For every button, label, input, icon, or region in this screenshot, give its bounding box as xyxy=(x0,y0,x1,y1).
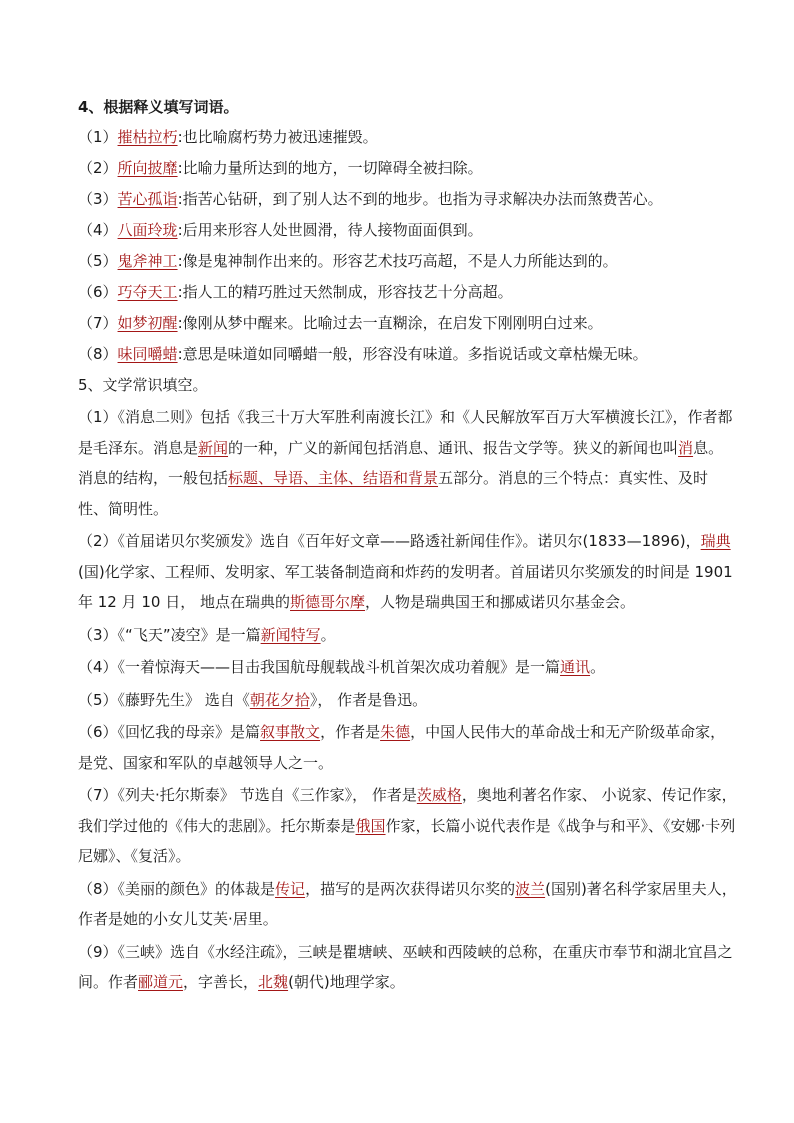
answer-word: 俄国 xyxy=(355,816,386,835)
answer-word: 北魏 xyxy=(258,973,289,991)
answer-word: 斯德哥尔摩 xyxy=(290,593,366,611)
item-number: （7） xyxy=(78,314,118,332)
item-number: （4） xyxy=(78,221,118,239)
item-number: （3） xyxy=(78,190,118,208)
answer-word: 郦道元 xyxy=(138,973,184,991)
definition-text: :指苦心钻研，到了别人达不到的地步。也指为寻求解决办法而煞费苦心。 xyxy=(177,190,663,208)
definition-item-8 xyxy=(78,343,738,365)
item-text: （4）《一着惊海天——目击我国航母舰载战斗机首架次成功着舰》是一篇 xyxy=(78,658,561,676)
answer-word: 叙事散文 xyxy=(260,723,321,741)
answer-word: 标题、导语、主体、结语和背景 xyxy=(228,469,439,487)
answer-word: 八面玲珑 xyxy=(117,221,178,239)
definition-text: :也比喻腐朽势力被迅速摧毁。 xyxy=(177,128,378,146)
literature-item-1 xyxy=(78,402,738,524)
answer-word: 巧夺天工 xyxy=(117,283,178,301)
item-text: ，字善长， xyxy=(183,973,259,991)
answer-word: 鬼斧神工 xyxy=(117,252,178,270)
item-text: 。 xyxy=(320,625,336,644)
definition-text: :后用来形容人处世圆滑，待人接物面面俱到。 xyxy=(177,221,483,239)
item-text: （2）《首届诺贝尔奖颁发》选自《百年好文章——路透社新闻佳作》。诺贝尔(1833—1896)， xyxy=(78,532,701,550)
answer-word: 通讯 xyxy=(560,658,591,676)
item-text: （8）《美丽的颜色》的体裁是 xyxy=(78,879,276,898)
definition-item-4 xyxy=(78,219,738,241)
definition-item-7 xyxy=(78,312,738,334)
item-text: ，描写的是两次获得诺贝尔奖的 xyxy=(305,879,516,898)
item-number: （5） xyxy=(78,252,118,270)
definition-item-1 xyxy=(78,126,738,148)
item-number: （1） xyxy=(78,128,118,146)
item-text: （5）《藤野先生》 选自《 xyxy=(78,690,250,709)
item-text: (国别)著名科学家居里夫人，作者是她的小女儿艾芙·居里。 xyxy=(78,879,737,928)
item-text: 》， 作者是鲁迅。 xyxy=(309,690,428,709)
answer-word: 朝花夕拾 xyxy=(249,690,310,709)
answer-word: 所向披靡 xyxy=(117,159,178,177)
item-number: （6） xyxy=(78,283,118,301)
answer-word: 波兰 xyxy=(515,879,546,898)
definition-item-5 xyxy=(78,250,738,272)
item-text: （1）《消息二则》包括《我三十万大军胜利南渡长江》和《人民解放军百万大军横渡长江》，作者都是毛泽东。消息是 xyxy=(78,408,733,457)
item-text: （9）《三峡》选自《水经注疏》，三峡是瞿塘峡、巫峡和西陵峡的总称，在重庆市奉节和湖北宜昌之间。作者 xyxy=(78,942,733,991)
answer-word: 新闻 xyxy=(198,438,229,457)
item-text: ，中国人民伟大的革命战士和无产阶级革命家，是党、国家和军队的卓越领导人之一。 xyxy=(78,723,726,772)
answer-word: 朱德 xyxy=(380,723,411,741)
item-text: (朝代)地理学家。 xyxy=(288,973,405,991)
literature-item-8 xyxy=(78,874,738,935)
literature-item-6 xyxy=(78,717,738,778)
answer-word: 摧枯拉朽 xyxy=(117,128,178,146)
item-number: （8） xyxy=(78,345,118,363)
definition-text: :比喻力量所达到的地方，一切障碍全被扫除。 xyxy=(177,159,483,177)
item-text: ，作者是 xyxy=(320,723,381,741)
definition-text: :像是鬼神制作出来的。形容艺术技巧高超，不是人力所能达到的。 xyxy=(177,252,618,270)
answer-word: 新闻特写 xyxy=(260,625,321,644)
item-text: （7）《列夫·托尔斯泰》 节选自《三作家》， 作者是 xyxy=(78,786,417,804)
answer-word: 味同嚼蜡 xyxy=(117,345,178,363)
answer-word: 消 xyxy=(678,438,694,457)
answer-word: 苦心孤诣 xyxy=(117,190,178,208)
literature-item-9 xyxy=(78,937,738,998)
item-text: 作家，长篇小说代表作是《战争与和平》、《安娜·卡列尼娜》、《复活》。 xyxy=(78,816,736,865)
item-text: 五部分。消息的三个特点：真实性、及时性、简明性。 xyxy=(78,469,709,518)
definition-text: :意思是味道如同嚼蜡一般，形容没有味道。多指说话或文章枯燥无味。 xyxy=(177,345,648,363)
literature-item-2 xyxy=(78,526,738,618)
item-text: ，人物是瑞典国王和挪威诺贝尔基金会。 xyxy=(365,593,636,611)
item-text: (国)化学家、工程师、发明家、军工装备制造商和炸药的发明者。首届诺贝尔奖颁发的时间是 1901 年 12 月 10 日， 地点在瑞典的 xyxy=(78,562,733,611)
definition-item-2 xyxy=(78,157,738,179)
item-text: 息。消息的结构，一般包括 xyxy=(78,438,724,487)
definition-item-3 xyxy=(78,188,738,210)
definition-text: :像刚从梦中醒来。比喻过去一直糊涂，在启发下刚刚明白过来。 xyxy=(177,314,603,332)
definition-item-6 xyxy=(78,281,738,303)
literature-item-3 xyxy=(78,620,738,651)
definition-text: :指人工的精巧胜过天然制成，形容技艺十分高超。 xyxy=(177,283,513,301)
literature-item-5 xyxy=(78,685,738,716)
item-text: （6）《回忆我的母亲》是篇 xyxy=(78,723,261,741)
item-text: 的一种，广义的新闻包括消息、通讯、报告文学等。狭义的新闻也叫 xyxy=(228,438,679,457)
item-text: （3）《“飞天”凌空》是一篇 xyxy=(78,625,261,644)
answer-word: 茨威格 xyxy=(416,786,462,804)
literature-item-4 xyxy=(78,652,738,683)
worksheet-page xyxy=(78,96,738,1000)
item-text: ，奥地利著名作家、 小说家、传记作家， 我们学过他的《伟大的悲剧》。托尔斯泰是 xyxy=(78,786,737,835)
literature-item-7 xyxy=(78,780,738,872)
answer-word: 瑞典 xyxy=(700,532,731,550)
item-text: 。 xyxy=(590,658,606,676)
section-4-heading: 4、根据释义填写词语。 xyxy=(78,98,239,116)
item-number: （2） xyxy=(78,159,118,177)
section-5-heading: 5、文学常识填空。 xyxy=(78,376,208,394)
answer-word: 传记 xyxy=(275,879,306,898)
answer-word: 如梦初醒 xyxy=(117,314,178,332)
